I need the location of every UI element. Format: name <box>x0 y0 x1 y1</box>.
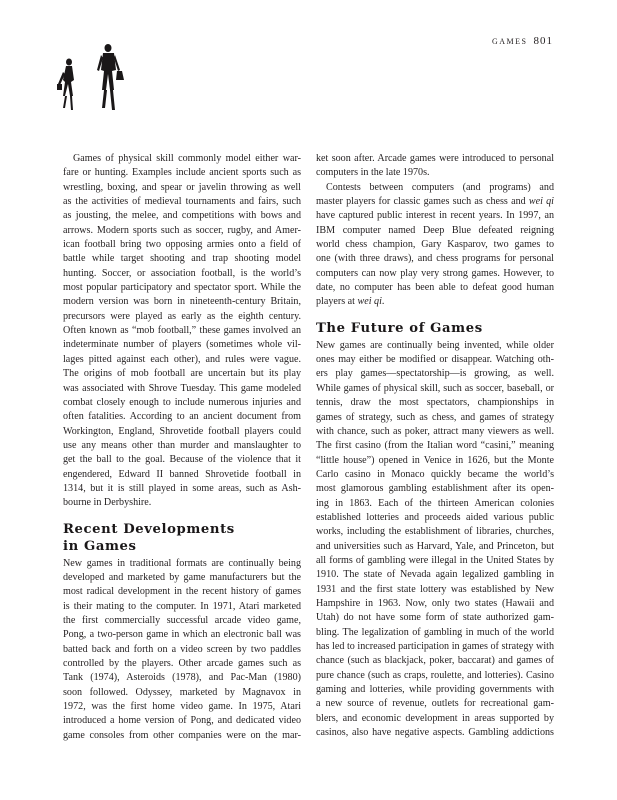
text-line: blers, and economic development in areas supported by <box>316 712 554 724</box>
paragraph <box>63 557 301 743</box>
section-heading <box>63 521 301 555</box>
text-line: chance (such as blackjack, poker, baccarat) and games of <box>316 655 554 667</box>
text-line: as jousting, the melee, and competitions with bows and <box>63 210 301 222</box>
paragraph <box>63 152 301 511</box>
section-heading <box>316 320 554 337</box>
italic-term: wei qi <box>528 196 554 208</box>
spacer <box>63 511 301 521</box>
text-line: modern version was born in nineteenth-century Britain, <box>63 296 301 308</box>
text-line: one (with three draws), and chess programs for personal <box>316 253 554 265</box>
text-line: 1314, but it is still played in some areas, such as Ash- <box>63 482 301 494</box>
text-line: Workington, England, Shrovetide football players could <box>63 425 301 437</box>
right-column <box>316 152 554 740</box>
text-line: was associated with Shrove Tuesday. This game modeled <box>63 382 301 394</box>
text-line: combat closely enough to include numerous injuries and <box>63 396 301 408</box>
text-line: 1972, was the first home video game. In 1975, Atari <box>63 701 301 713</box>
two-figures-illustration-icon <box>52 40 142 120</box>
text-line: Utah) do not have some form of state authorized gam- <box>316 612 554 624</box>
paragraph <box>316 339 554 741</box>
text-line: Tank (1974), Asteroids (1978), and Pac-Man (1980) <box>63 672 301 684</box>
text-line: Carlo casino in Monaco quickly became the world’s <box>316 468 554 480</box>
text-line: games of strategy, such as chess, and games of strategy <box>316 411 554 423</box>
text-line: the first commercially successful arcade video game, <box>63 614 301 626</box>
text-line: 1931 and the first state lottery was established by New <box>316 583 554 595</box>
text-line: engendered, Edward II banned Shrovetide football in <box>63 468 301 480</box>
running-head <box>492 35 553 47</box>
text-line: world chess champion, Gary Kasparov, two games to <box>316 239 554 251</box>
text-line: use any means other than murder and manslaughter to <box>63 439 301 451</box>
text-line: pure chance (such as craps, roulette, and lotteries). Casino <box>316 669 554 681</box>
text-line: gaming and lotteries, while providing governments with <box>316 684 554 696</box>
text-line: lages pitted against each other), and rules were vague. <box>63 353 301 365</box>
text-line: ket soon after. Arcade games were introduced to personal <box>316 153 554 164</box>
text-line: arrows. Modern sports such as soccer, rugby, and Amer- <box>63 224 301 236</box>
text-line: battle while target shooting and trap shooting model <box>63 253 301 265</box>
text-line: Contests between computers (and programs) and <box>326 181 554 193</box>
text-line: date, no computer has been able to defeat good human <box>316 282 554 294</box>
text-line: wrestling, boxing, and spear or javelin throwing as well <box>63 181 301 193</box>
text-line: most glamorous gambling establishment after its open- <box>316 483 554 495</box>
text-line: computers in the late 1970s. <box>316 167 430 179</box>
text-line: with chance, such as poker, attract many viewers as well. <box>316 425 554 437</box>
section-heading-line: The Future of Games <box>316 320 483 336</box>
text-line: most popular participatory and spectator sport. While the <box>63 282 301 294</box>
text-line: computers can now play very strong games. However, to <box>316 267 554 279</box>
text-line: bourne in Derbyshire. <box>63 497 152 509</box>
text-line <box>316 195 554 209</box>
text-line: works, including the establishment of libraries, churches, <box>316 526 554 538</box>
text-line: Games of physical skill commonly model either war- <box>73 153 301 164</box>
text-line: soon followed. Odyssey, marketed by Magnavox in <box>63 686 301 698</box>
text-line: Hampshire in 1963. Now, only two states (Hawaii and <box>316 597 554 609</box>
text-line: Pong, a two-person game in which an electronic ball was <box>63 629 301 641</box>
text-line: has led to increased participation in games of strategy with <box>316 641 554 652</box>
section-heading-line: in Games <box>63 538 137 554</box>
text-line: ican football bring two opposing armies onto a field of <box>63 239 301 251</box>
text-line: batted back and forth on a video screen by two paddles <box>63 643 301 655</box>
text-line: New games are continually being invented, while older <box>316 339 554 351</box>
page-number: 801 <box>533 35 553 47</box>
text-line: fare or hunting. Examples include ancient sports such as <box>63 167 301 179</box>
text-line: indeterminate number of players (sometimes whole vil- <box>63 339 301 351</box>
text-segment: players at <box>316 296 358 308</box>
text-line: New games in traditional formats are continually being <box>63 557 301 569</box>
paragraph <box>316 181 554 310</box>
text-line: all forms of gambling were illegal in the United States by <box>316 554 554 566</box>
text-line: 1910. The state of Nevada again legalized gambling in <box>316 569 554 581</box>
text-line: IBM computer named Deep Blue defeated reigning <box>316 224 554 236</box>
text-line: introduced a home version of Pong, and dedicated video <box>63 715 301 727</box>
left-column <box>63 152 301 743</box>
text-line: a new source of revenue, outlets for recreational gam- <box>316 698 554 710</box>
text-line: While games of physical skill, such as soccer, baseball, or <box>316 382 554 394</box>
spacer <box>316 310 554 320</box>
text-line: as the activities of medieval tournaments and fairs, such <box>63 196 301 208</box>
text-line: Often known as “mob football,” these games involved an <box>63 325 301 337</box>
text-line: precursors were played as early as the eighth century. <box>63 310 301 322</box>
text-line: ones may either be modified or disappear. Watching oth- <box>316 354 554 366</box>
text-line: tennis, draw the most spectators, championships in <box>316 397 554 409</box>
text-segment: . <box>381 296 385 308</box>
text-line: game consoles from other companies were on the mar- <box>63 729 301 741</box>
section-heading-line: Recent Developments <box>63 521 235 537</box>
text-line: The origins of mob football are uncertain but its play <box>63 368 301 380</box>
text-line: is their mating to the computer. In 1971, Atari marketed <box>63 600 301 612</box>
text-line: bling. The legalization of gambling in much of the world <box>316 626 554 638</box>
paragraph <box>316 152 554 181</box>
text-line: often fatalities. According to an ancient document from <box>63 411 301 423</box>
text-line: and universities such as Harvard, Yale, and Princeton, but <box>316 540 554 552</box>
text-line: controlled by the players. Other arcade games such as <box>63 658 301 669</box>
running-head-section: games <box>491 35 528 47</box>
text-line: most radical development in the recent history of games <box>63 586 301 598</box>
text-line: hunting. Soccer, or association football, is the world’s <box>63 267 301 279</box>
text-line: ing in 1863. Each of the thirteen American colonies <box>316 497 554 509</box>
text-segment: master players for classic games such as chess and <box>316 196 529 208</box>
text-line: get the ball to the goal. Because of the violence that it <box>63 454 301 466</box>
text-line: The first casino (from the Italian word “casini,” meaning <box>316 440 554 452</box>
text-line: “little house”) opened in Venice in 1626, but the Monte <box>316 454 554 466</box>
text-line: established lotteries and proceeds aided various public <box>316 511 554 523</box>
text-line: casinos, also have negative aspects. Gambling addictions <box>316 727 554 739</box>
text-line: ers play games—spectatorship—is growing, as well. <box>316 368 554 380</box>
text-line: have captured public interest in recent years. In 1997, an <box>316 210 554 222</box>
text-line <box>316 295 554 309</box>
text-line: developed and marketed by game manufacturers but the <box>63 571 301 583</box>
italic-term: wei qi <box>357 296 382 308</box>
